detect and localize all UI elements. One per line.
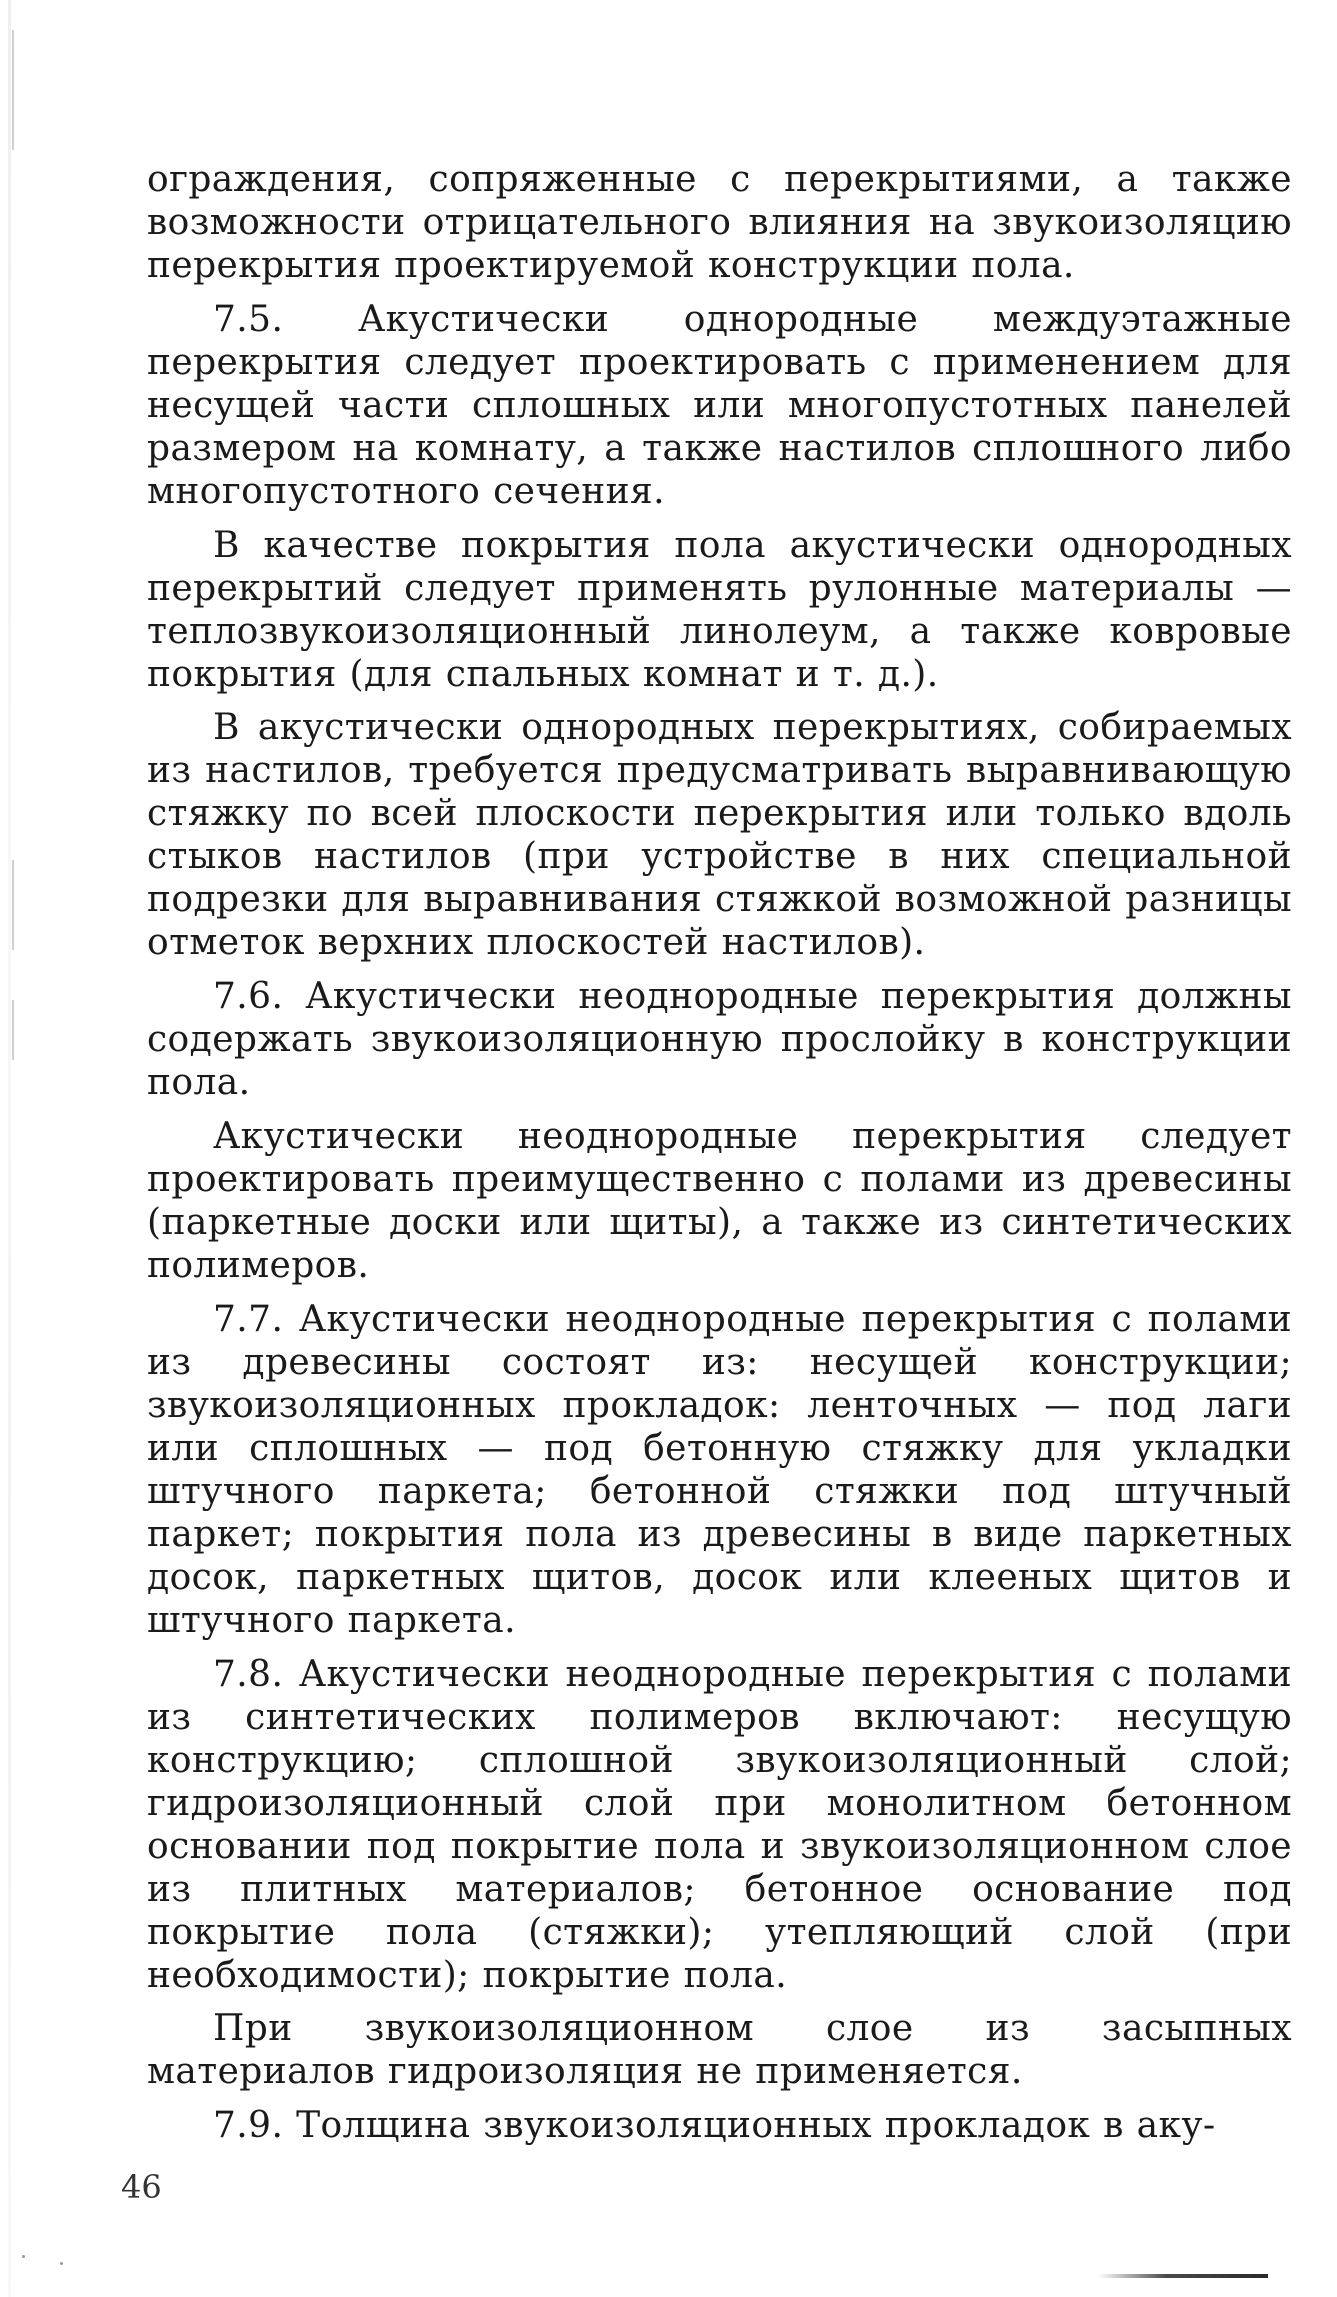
paragraph: 7.8. Акустически неоднородные перекрытия с полами из синтетических полимеров включают: несущую конструкцию; сплошной звукоизоляционный слой; гидроизоляционный слой при монолитном бетонном основании под покрытие пола и звукоизоляционном слое из плитных материалов; бетонное основание под покрытие пола (стяжки); утепляющий слой (при необходимости); покрытие пола.	[147, 1653, 1292, 1996]
paragraph: В акустически однородных перекрытиях, собираемых из настилов, требуется предусматривать выравнивающую стяжку по всей плоскости перекрытия или только вдоль стыков настилов (при устройстве в них специальной подрезки для выравнивания стяжкой возможной разницы отметок верхних плоскостей настилов).	[147, 707, 1292, 964]
paragraph: Акустически неоднородные перекрытия следует проектировать преимущественно с полами из древесины (паркетные доски или щиты), а также из синтетических полимеров.	[147, 1115, 1292, 1286]
body-text	[147, 158, 1292, 2147]
paragraph: В качестве покрытия пола акустически однородных перекрытий следует применять рулонные материалы — теплозвукоизоляционный линолеум, а также ковровые покрытия (для спальных комнат и т. д.).	[147, 524, 1292, 695]
scan-mark-left	[12, 860, 14, 950]
paragraph: 7.6. Акустически неоднородные перекрытия должны содержать звукоизоляционную прослойку в конструкции пола.	[147, 976, 1292, 1104]
paragraph: 7.9. Толщина звукоизоляционных прокладок в аку-	[213, 2105, 1216, 2147]
page-number: 46	[121, 2168, 162, 2206]
scan-edge-left	[8, 0, 11, 2297]
scan-dot	[22, 2255, 25, 2258]
scan-dot	[60, 2262, 63, 2265]
paragraph: 7.5. Акустически однородные междуэтажные перекрытия следует проектировать с применением для несущей части сплошных или многопустотных панелей размером на комнату, а также настилов сплошного либо многопустотного сечения.	[147, 298, 1292, 512]
scan-mark-left	[12, 30, 14, 150]
paragraph: 7.7. Акустически неоднородные перекрытия с полами из древесины состоят из: несущей конструкции; звукоизоляционных прокладок: ленточных — под лаги или сплошных — под бетонную стяжку для укладки штучного паркета; бетонной стяжки под штучный паркет; покрытия пола из древесины в виде паркетных досок, паркетных щитов, досок или клееных щитов и штучного паркета.	[147, 1298, 1292, 1641]
paragraph: ограждения, сопряженные с перекрытиями, а также возможности отрицательного влияния на звукоизоляцию перекрытия проектируемой конструкции пола.	[147, 159, 1292, 286]
scan-mark-bottom	[1098, 2274, 1268, 2278]
scan-mark-left	[12, 1000, 14, 1060]
paragraph: При звукоизоляционном слое из засыпных материалов гидроизоляция не применяется.	[147, 2008, 1292, 2093]
